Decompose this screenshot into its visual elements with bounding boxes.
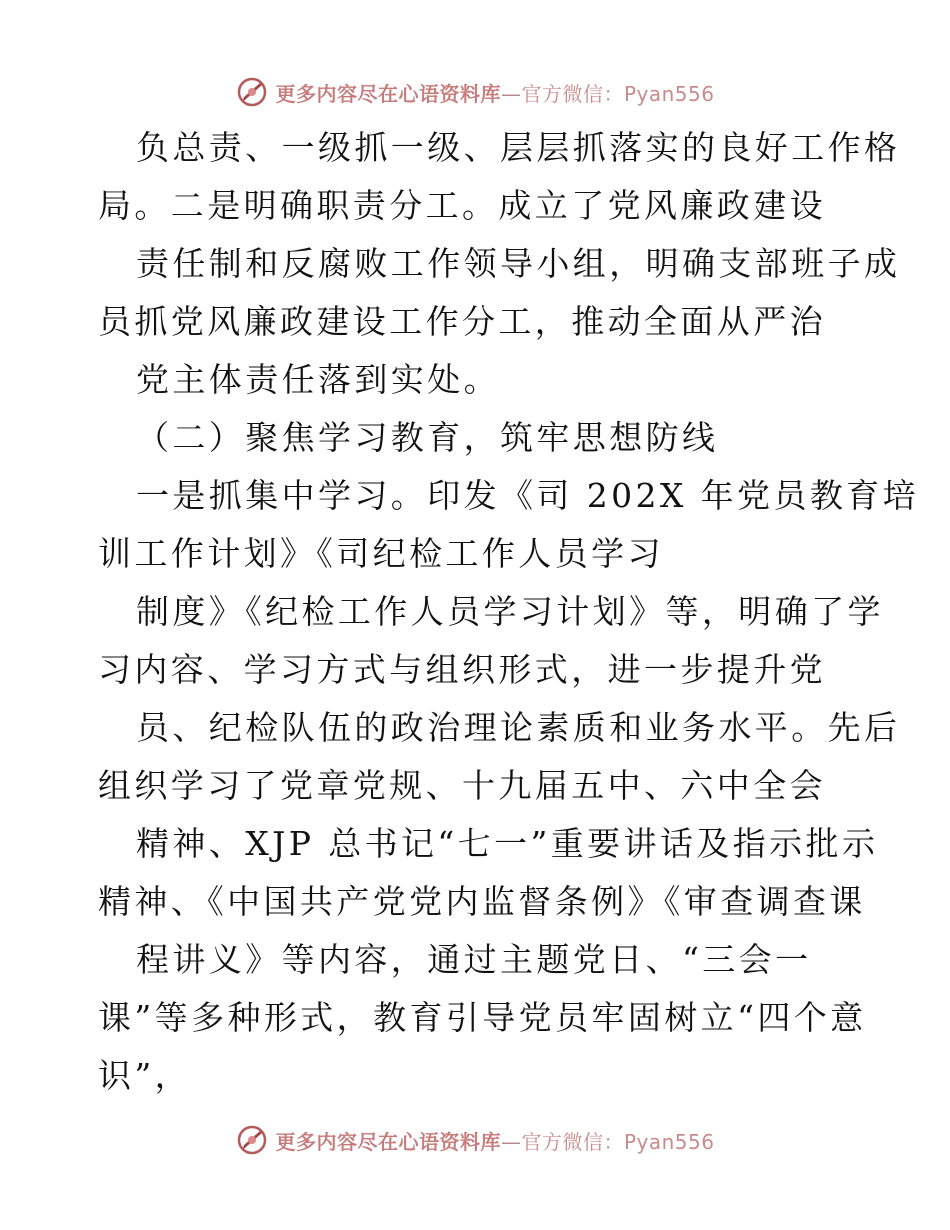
text-line-5: 党主体责任落到实处。 <box>136 360 500 399</box>
text-line-1: 负总责、一级抓一级、层层抓落实的良好工作格 <box>136 128 901 167</box>
text-line-10: 习内容、学习方式与组织形式，进一步提升党 <box>98 650 826 689</box>
text-line-3: 责任制和反腐败工作领导小组，明确支部班子成 <box>136 244 901 283</box>
brand-logo-icon <box>235 75 269 109</box>
text-line-12: 组织学习了党章党规、十九届五中、六中全会 <box>98 766 826 805</box>
brand-logo-icon <box>235 1123 269 1157</box>
watermark-header <box>0 72 950 112</box>
text-line-11: 员、纪检队伍的政治理论素质和业务水平。先后 <box>136 708 901 747</box>
text-line-4: 员抓党风廉政建设工作分工，推动全面从严治 <box>98 302 826 341</box>
text-line-13: 精神、XJP 总书记“七一”重要讲话及指示批示 <box>136 824 879 863</box>
text-line-9: 制度》《纪检工作人员学习计划》等，明确了学 <box>136 592 884 631</box>
text-line-15: 程讲义》等内容，通过主题党日、“三会一 <box>136 940 812 979</box>
text-line-14: 精神、《中国共产党党内监督条例》《审查调查课 <box>98 882 866 921</box>
watermark-wechat-text: 官方微信：Pyan556 <box>521 1129 715 1154</box>
watermark-footer <box>0 1120 950 1160</box>
text-line-7: 一是抓集中学习。印发《司 202X 年党员教育培 <box>136 476 920 515</box>
text-line-8: 训工作计划》《司纪检工作人员学习 <box>98 534 664 573</box>
watermark-main-text: 更多内容尽在心语资料库 <box>275 81 501 106</box>
watermark-separator: — <box>500 81 522 106</box>
text-line-2: 局。二是明确职责分工。成立了党风廉政建设 <box>98 186 826 225</box>
watermark-main-text: 更多内容尽在心语资料库 <box>275 1129 501 1154</box>
section-heading: （二）聚焦学习教育，筑牢思想防线 <box>136 418 719 457</box>
watermark-wechat-text: 官方微信：Pyan556 <box>521 81 715 106</box>
watermark-separator: — <box>500 1129 522 1154</box>
text-line-17: 识”， <box>98 1056 192 1095</box>
text-line-16: 课”等多种形式，教育引导党员牢固树立“四个意 <box>98 998 867 1037</box>
